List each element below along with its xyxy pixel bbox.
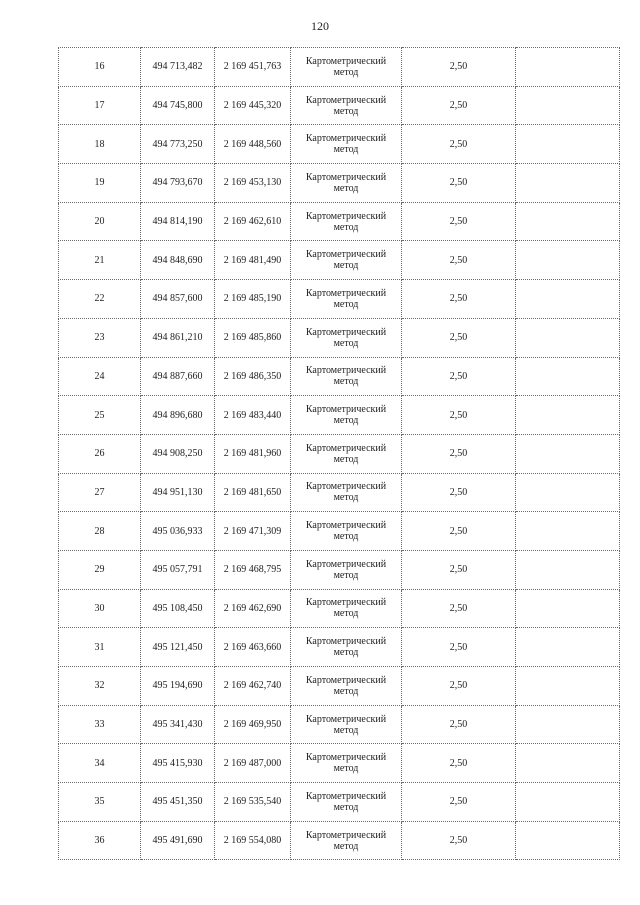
method-line-1: Картометрический [305,210,387,222]
method-line-2: метод [333,801,359,813]
method-cell [291,86,402,125]
extra-cell [516,434,620,473]
point-number-cell: 35 [59,783,141,822]
point-number-cell: 36 [59,821,141,860]
accuracy-cell: 2,50 [402,589,516,628]
accuracy-cell: 2,50 [402,821,516,860]
extra-cell [516,705,620,744]
table-row [59,705,620,744]
method-line-1: Картометрический [305,442,387,454]
table-row [59,589,620,628]
point-number-cell: 24 [59,357,141,396]
method-line-2: метод [333,260,359,272]
accuracy-cell: 2,50 [402,164,516,203]
table-row [59,164,620,203]
coordinates-table-body [59,48,620,860]
extra-cell [516,628,620,667]
y-coordinate-cell: 2 169 453,130 [215,164,291,203]
extra-cell [516,473,620,512]
extra-cell [516,48,620,87]
x-coordinate-cell: 494 861,210 [141,318,215,357]
method-line-1: Картометрический [305,326,387,338]
y-coordinate-cell: 2 169 481,490 [215,241,291,280]
accuracy-cell: 2,50 [402,241,516,280]
method-line-2: метод [333,105,359,117]
table-row [59,473,620,512]
accuracy-cell: 2,50 [402,48,516,87]
method-cell [291,512,402,551]
method-line-1: Картометрический [305,674,387,686]
method-line-2: метод [333,569,359,581]
point-number-cell: 21 [59,241,141,280]
table-row [59,318,620,357]
x-coordinate-cell: 495 451,350 [141,783,215,822]
accuracy-cell: 2,50 [402,667,516,706]
method-line-2: метод [333,453,359,465]
method-line-1: Картометрический [305,481,387,493]
table-row [59,396,620,435]
point-number-cell: 28 [59,512,141,551]
x-coordinate-cell: 495 036,933 [141,512,215,551]
accuracy-cell: 2,50 [402,202,516,241]
extra-cell [516,164,620,203]
method-cell [291,125,402,164]
extra-cell [516,550,620,589]
point-number-cell: 19 [59,164,141,203]
accuracy-cell: 2,50 [402,434,516,473]
method-line-2: метод [333,840,359,852]
point-number-cell: 26 [59,434,141,473]
method-cell [291,396,402,435]
point-number-cell: 22 [59,280,141,319]
y-coordinate-cell: 2 169 485,860 [215,318,291,357]
point-number-cell: 32 [59,667,141,706]
method-line-2: метод [333,531,359,543]
method-line-1: Картометрический [305,558,387,570]
accuracy-cell: 2,50 [402,628,516,667]
accuracy-cell: 2,50 [402,396,516,435]
table-row [59,202,620,241]
y-coordinate-cell: 2 169 462,610 [215,202,291,241]
extra-cell [516,512,620,551]
x-coordinate-cell: 494 848,690 [141,241,215,280]
extra-cell [516,241,620,280]
point-number-cell: 18 [59,125,141,164]
method-line-2: метод [333,298,359,310]
method-line-1: Картометрический [305,713,387,725]
x-coordinate-cell: 494 896,680 [141,396,215,435]
table-row [59,357,620,396]
y-coordinate-cell: 2 169 469,950 [215,705,291,744]
method-cell [291,628,402,667]
accuracy-cell: 2,50 [402,705,516,744]
method-line-1: Картометрический [305,636,387,648]
method-cell [291,241,402,280]
point-number-cell: 20 [59,202,141,241]
method-line-1: Картометрический [305,790,387,802]
page-number: 120 [311,19,329,33]
table-row [59,744,620,783]
method-line-1: Картометрический [305,287,387,299]
method-line-1: Картометрический [305,249,387,261]
x-coordinate-cell: 494 745,800 [141,86,215,125]
method-line-2: метод [333,66,359,78]
point-number-cell: 25 [59,396,141,435]
accuracy-cell: 2,50 [402,86,516,125]
extra-cell [516,589,620,628]
accuracy-cell: 2,50 [402,318,516,357]
method-line-1: Картометрический [305,365,387,377]
y-coordinate-cell: 2 169 445,320 [215,86,291,125]
method-line-1: Картометрический [305,133,387,145]
x-coordinate-cell: 495 108,450 [141,589,215,628]
method-line-1: Картометрический [305,829,387,841]
extra-cell [516,783,620,822]
method-line-2: метод [333,221,359,233]
accuracy-cell: 2,50 [402,512,516,551]
y-coordinate-cell: 2 169 463,660 [215,628,291,667]
method-cell [291,705,402,744]
method-line-2: метод [333,724,359,736]
x-coordinate-cell: 494 887,660 [141,357,215,396]
accuracy-cell: 2,50 [402,783,516,822]
x-coordinate-cell: 495 057,791 [141,550,215,589]
point-number-cell: 27 [59,473,141,512]
y-coordinate-cell: 2 169 451,763 [215,48,291,87]
accuracy-cell: 2,50 [402,744,516,783]
extra-cell [516,202,620,241]
y-coordinate-cell: 2 169 486,350 [215,357,291,396]
method-line-2: метод [333,608,359,620]
extra-cell [516,125,620,164]
table-row [59,783,620,822]
extra-cell [516,280,620,319]
x-coordinate-cell: 494 951,130 [141,473,215,512]
table-row [59,125,620,164]
point-number-cell: 31 [59,628,141,667]
method-line-1: Картометрический [305,55,387,67]
point-number-cell: 29 [59,550,141,589]
method-cell [291,318,402,357]
y-coordinate-cell: 2 169 462,690 [215,589,291,628]
method-line-1: Картометрический [305,752,387,764]
x-coordinate-cell: 495 121,450 [141,628,215,667]
point-number-cell: 23 [59,318,141,357]
method-cell [291,667,402,706]
extra-cell [516,821,620,860]
method-line-2: метод [333,144,359,156]
y-coordinate-cell: 2 169 471,309 [215,512,291,551]
table-row [59,667,620,706]
accuracy-cell: 2,50 [402,125,516,164]
table-row [59,48,620,87]
extra-cell [516,86,620,125]
y-coordinate-cell: 2 169 487,000 [215,744,291,783]
y-coordinate-cell: 2 169 554,080 [215,821,291,860]
accuracy-cell: 2,50 [402,357,516,396]
y-coordinate-cell: 2 169 481,960 [215,434,291,473]
x-coordinate-cell: 495 341,430 [141,705,215,744]
method-line-2: метод [333,685,359,697]
point-number-cell: 30 [59,589,141,628]
x-coordinate-cell: 494 908,250 [141,434,215,473]
table-row [59,512,620,551]
extra-cell [516,318,620,357]
method-line-1: Картометрический [305,520,387,532]
x-coordinate-cell: 494 793,670 [141,164,215,203]
y-coordinate-cell: 2 169 462,740 [215,667,291,706]
method-cell [291,821,402,860]
method-cell [291,202,402,241]
accuracy-cell: 2,50 [402,473,516,512]
y-coordinate-cell: 2 169 448,560 [215,125,291,164]
method-cell [291,550,402,589]
x-coordinate-cell: 495 415,930 [141,744,215,783]
y-coordinate-cell: 2 169 485,190 [215,280,291,319]
method-line-2: метод [333,182,359,194]
method-line-2: метод [333,763,359,775]
method-line-1: Картометрический [305,94,387,106]
accuracy-cell: 2,50 [402,550,516,589]
x-coordinate-cell: 495 491,690 [141,821,215,860]
method-line-1: Картометрический [305,597,387,609]
extra-cell [516,667,620,706]
x-coordinate-cell: 494 773,250 [141,125,215,164]
method-cell [291,280,402,319]
x-coordinate-cell: 494 814,190 [141,202,215,241]
table-row [59,241,620,280]
y-coordinate-cell: 2 169 468,795 [215,550,291,589]
method-line-1: Картометрический [305,404,387,416]
method-cell [291,589,402,628]
point-number-cell: 16 [59,48,141,87]
method-cell [291,48,402,87]
point-number-cell: 34 [59,744,141,783]
extra-cell [516,744,620,783]
method-line-2: метод [333,337,359,349]
method-line-1: Картометрический [305,171,387,183]
accuracy-cell: 2,50 [402,280,516,319]
method-line-2: метод [333,415,359,427]
point-number-cell: 17 [59,86,141,125]
y-coordinate-cell: 2 169 483,440 [215,396,291,435]
method-cell [291,783,402,822]
y-coordinate-cell: 2 169 535,540 [215,783,291,822]
method-cell [291,744,402,783]
x-coordinate-cell: 494 857,600 [141,280,215,319]
y-coordinate-cell: 2 169 481,650 [215,473,291,512]
method-line-2: метод [333,376,359,388]
x-coordinate-cell: 495 194,690 [141,667,215,706]
coordinates-table [58,47,620,860]
table-row [59,628,620,667]
method-cell [291,434,402,473]
method-line-2: метод [333,647,359,659]
point-number-cell: 33 [59,705,141,744]
table-row [59,86,620,125]
table-row [59,280,620,319]
table-row [59,550,620,589]
method-cell [291,473,402,512]
table-row [59,434,620,473]
extra-cell [516,357,620,396]
extra-cell [516,396,620,435]
method-line-2: метод [333,492,359,504]
table-row [59,821,620,860]
method-cell [291,357,402,396]
x-coordinate-cell: 494 713,482 [141,48,215,87]
method-cell [291,164,402,203]
